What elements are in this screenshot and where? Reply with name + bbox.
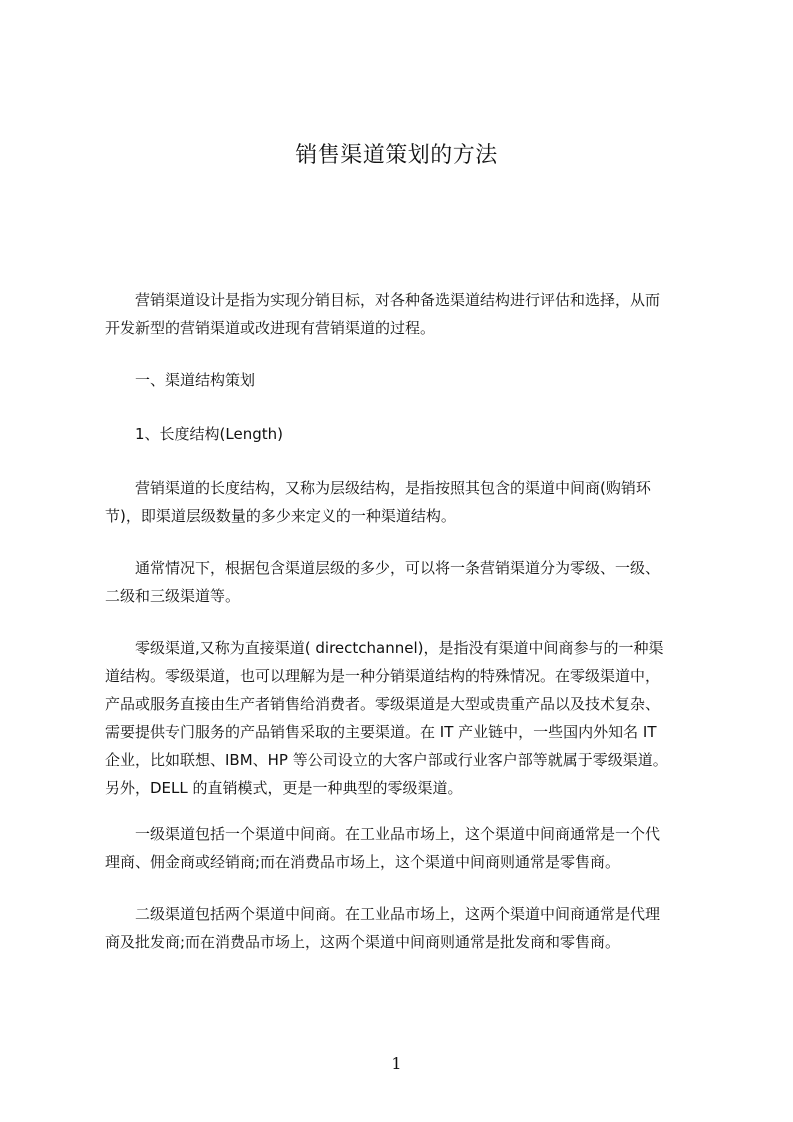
one-line-1: 一级渠道包括一个渠道中间商。在工业品市场上，这个渠道中间商通常是一个代 — [135, 825, 661, 843]
subsection-heading-length: 1、长度结构(Length) — [135, 425, 283, 443]
zero-line-2: 道结构。零级渠道，也可以理解为是一种分销渠道结构的特殊情况。在零级渠道中， — [105, 667, 661, 685]
zero-line-5: 企业，比如联想、IBM、HP 等公司设立的大客户部或行业客户部等就属于零级渠道。 — [105, 751, 668, 769]
two-level-channel-paragraph — [105, 900, 705, 956]
intro-line-1: 营销渠道设计是指为实现分销目标，对各种备选渠道结构进行评估和选择，从而 — [135, 291, 661, 309]
two-line-1: 二级渠道包括两个渠道中间商。在工业品市场上，这两个渠道中间商通常是代理 — [135, 905, 661, 923]
zero-line-1: 零级渠道,又称为直接渠道( directchannel)，是指没有渠道中间商参与的一种渠 — [135, 639, 664, 657]
length-structure-paragraph — [105, 474, 705, 530]
two-line-2: 商及批发商;而在消费品市场上，这两个渠道中间商则通常是批发商和零售商。 — [105, 933, 621, 951]
channel-levels-paragraph — [105, 554, 705, 610]
page-number: 1 — [391, 1054, 402, 1073]
zero-line-4: 需要提供专门服务的产品销售采取的主要渠道。在 IT 产业链中，一些国内外知名 IT — [105, 723, 657, 741]
zero-line-6: 另外，DELL 的直销模式，更是一种典型的零级渠道。 — [105, 779, 463, 797]
zero-line-3: 产品或服务直接由生产者销售给消费者。零级渠道是大型或贵重产品以及技术复杂、 — [105, 695, 661, 713]
levels-line-1: 通常情况下，根据包含渠道层级的多少，可以将一条营销渠道分为零级、一级、 — [135, 559, 661, 577]
document-title: 销售渠道策划的方法 — [295, 143, 498, 168]
length-line-1: 营销渠道的长度结构，又称为层级结构，是指按照其包含的渠道中间商(购销环 — [135, 479, 651, 497]
levels-line-2: 二级和三级渠道等。 — [105, 587, 241, 605]
zero-level-channel-paragraph — [105, 634, 705, 802]
section-heading-channel-structure: 一、渠道结构策划 — [135, 371, 256, 389]
length-line-2: 节)，即渠道层级数量的多少来定义的一种渠道结构。 — [105, 507, 456, 525]
one-level-channel-paragraph — [105, 820, 705, 876]
intro-paragraph — [105, 286, 705, 342]
intro-line-2: 开发新型的营销渠道或改进现有营销渠道的过程。 — [105, 319, 436, 337]
one-line-2: 理商、佣金商或经销商;而在消费品市场上，这个渠道中间商则通常是零售商。 — [105, 853, 621, 871]
